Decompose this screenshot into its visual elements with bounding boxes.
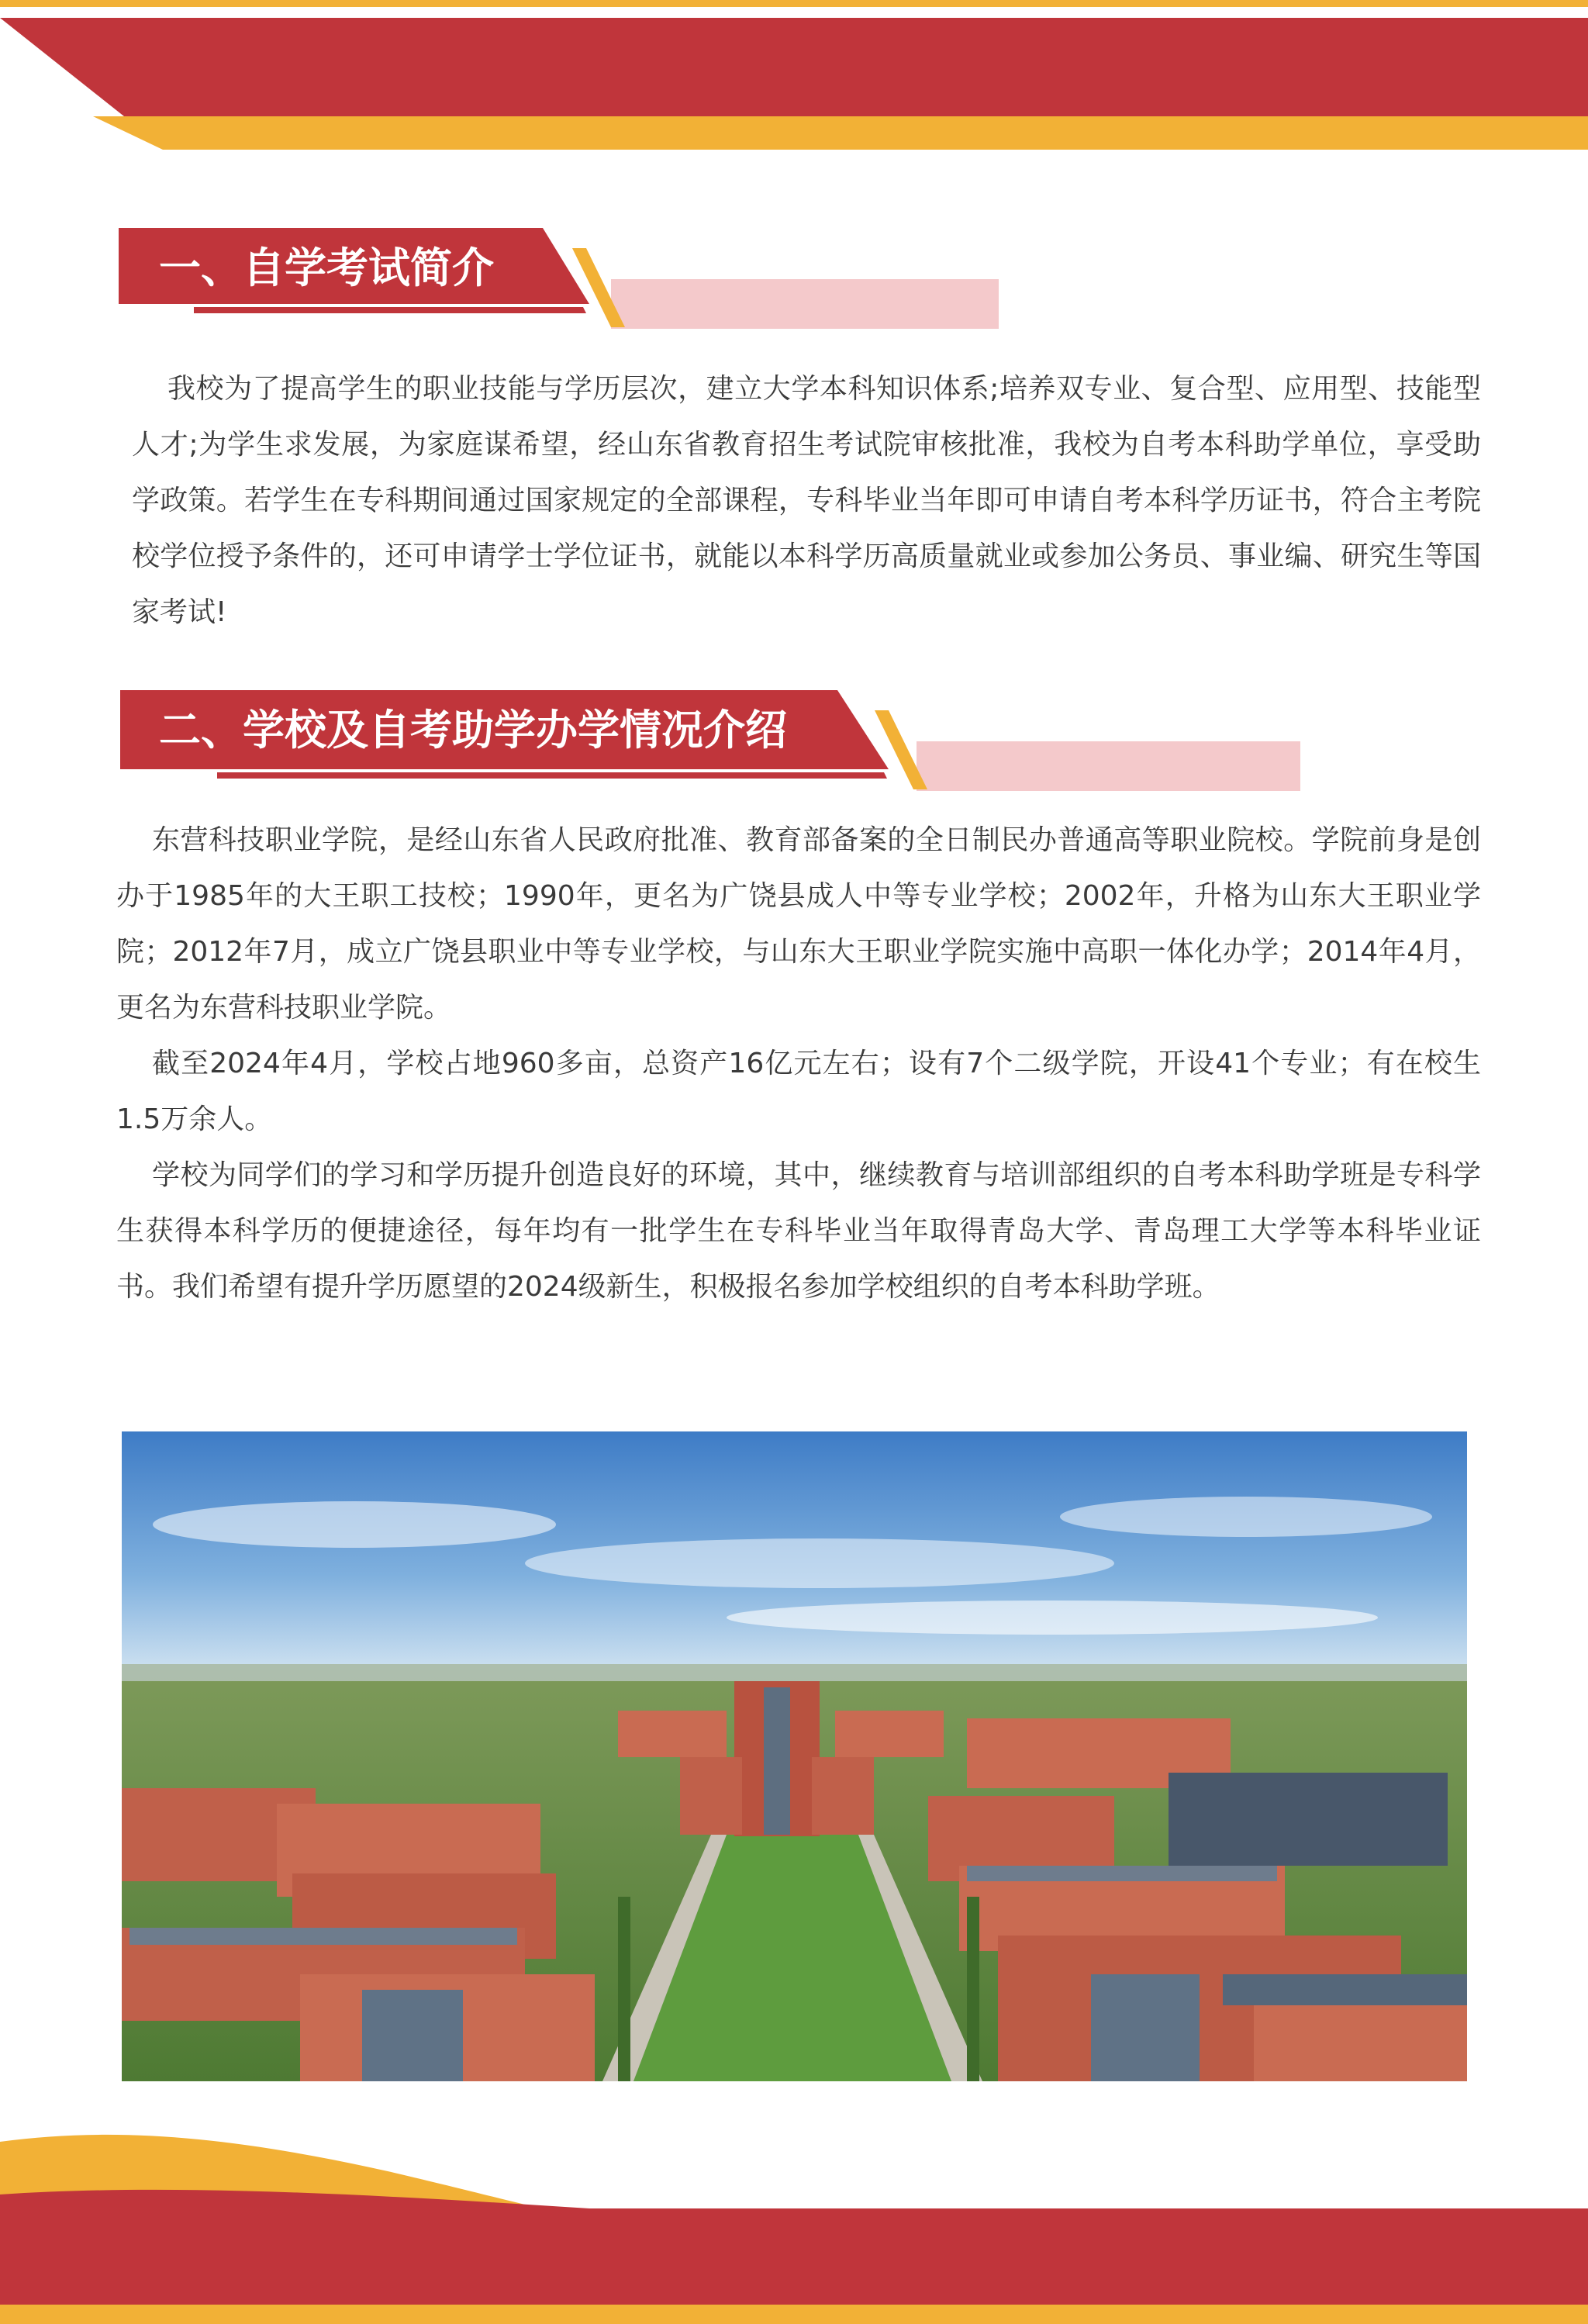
top-gold-strip — [0, 0, 1588, 7]
horizon-haze — [122, 1664, 1467, 1681]
cloud — [153, 1501, 556, 1548]
section2-pink-band — [917, 741, 1300, 791]
section1-paragraph-block — [132, 361, 1481, 641]
top-red-band — [0, 18, 1588, 116]
building — [835, 1711, 944, 1757]
tree-row — [618, 1897, 630, 2081]
bottom-gold-strip — [0, 2305, 1588, 2324]
section2-paragraph-3: 学校为同学们的学习和学历提升创造良好的环境，其中，继续教育与培训部组织的自考本科助学班是专科学生获得本科学历的便捷途径，每年均有一批学生在专科毕业当年取得青岛大学、青岛理工大学等本科毕业证书。我们希望有提升学历愿望的2024级新生，积极报名参加学校组织的自考本科助学班。 — [116, 1159, 1481, 1303]
top-banner — [0, 0, 1588, 155]
main-wing-right — [812, 1757, 874, 1835]
building — [618, 1711, 727, 1757]
section2-paragraph-2: 截至2024年4月，学校占地960多亩，总资产16亿元左右；设有7个二级学院，开设41个专业；有在校生1.5万余人。 — [116, 1048, 1481, 1135]
main-tower-center — [764, 1687, 790, 1835]
building-glass — [1091, 1974, 1200, 2081]
top-gold-band — [93, 116, 1588, 150]
building-roof — [129, 1928, 517, 1945]
section1-pink-band — [611, 279, 999, 329]
building-dark — [1169, 1773, 1448, 1866]
section1-header-shape — [0, 217, 1024, 341]
main-wing-left — [680, 1757, 742, 1835]
bottom-banner — [0, 2094, 1588, 2324]
building — [1254, 2005, 1467, 2081]
building-glass — [362, 1990, 463, 2081]
campus-aerial-photo — [122, 1431, 1467, 2081]
building-roof — [967, 1866, 1277, 1881]
section1-paragraph: 我校为了提高学生的职业技能与学历层次，建立大学本科知识体系;培养双专业、复合型、应用型、技能型人才;为学生求发展，为家庭谋希望，经山东省教育招生考试院审核批准，我校为自考本科助学单位，享受助学政策。若学生在专科期间通过国家规定的全部课程，专科毕业当年即可申请自考本科学历证书，符合主考院校学位授予条件的，还可申请学士学位证书，就能以本科学历高质量就业或参加公务员、事业编、研究生等国家考试! — [132, 373, 1481, 628]
section1-title: 一、自学考试简介 — [159, 243, 494, 292]
building-roof — [1223, 1974, 1467, 2005]
cloud — [1060, 1497, 1432, 1537]
cloud — [525, 1538, 1114, 1588]
section2-paragraph-1: 东营科技职业学院，是经山东省人民政府批准、教育部备案的全日制民办普通高等职业院校。学院前身是创办于1985年的大王职工技校；1990年，更名为广饶县成人中等专业学校；2002年，升格为山东大王职业学院；2012年7月，成立广饶县职业中等专业学校，与山东大王职业学院实施中高职一体化办学；2014年4月，更名为东营科技职业学院。 — [116, 824, 1481, 1024]
tree-row — [967, 1897, 979, 2081]
section2-red-underline — [217, 772, 887, 779]
section2-paragraph-block — [116, 813, 1481, 1315]
section2-title: 二、学校及自考助学办学情况介绍 — [159, 706, 787, 755]
bottom-red-swoosh — [0, 2190, 1588, 2305]
cloud — [727, 1601, 1378, 1635]
section1-red-underline — [194, 307, 586, 313]
